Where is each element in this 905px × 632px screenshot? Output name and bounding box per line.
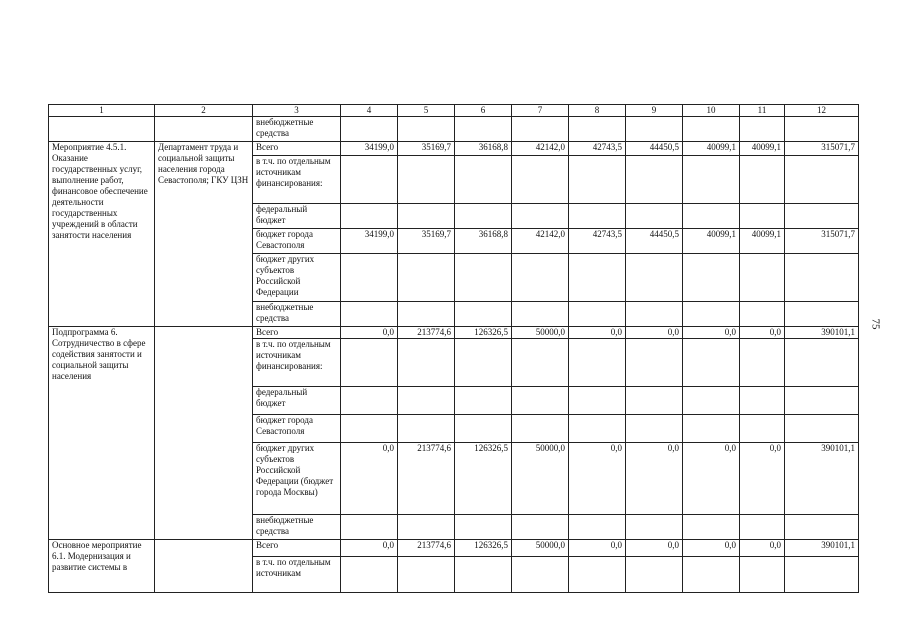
executor-cell	[155, 117, 253, 142]
value-cell: 34199,0	[341, 142, 398, 156]
value-cell	[569, 156, 626, 204]
value-cell	[785, 339, 859, 387]
value-cell	[785, 117, 859, 142]
value-cell: 44450,5	[626, 142, 683, 156]
value-cell	[341, 515, 398, 540]
header-row	[49, 105, 859, 117]
value-cell	[683, 339, 740, 387]
value-cell	[341, 156, 398, 204]
funding-source-cell: бюджет других субъектов Российской Федерации	[253, 254, 341, 302]
value-cell	[785, 254, 859, 302]
value-cell	[626, 515, 683, 540]
value-cell	[569, 415, 626, 443]
value-cell	[512, 515, 569, 540]
value-cell	[569, 204, 626, 229]
value-cell: 40099,1	[683, 229, 740, 254]
program-cell: Основное мероприятие 6.1. Модернизация и развитие системы в	[49, 540, 155, 593]
value-cell: 40099,1	[740, 142, 785, 156]
value-cell: 0,0	[569, 540, 626, 557]
value-cell	[626, 387, 683, 415]
value-cell	[341, 415, 398, 443]
value-cell	[398, 156, 455, 204]
funding-source-cell: Всего	[253, 327, 341, 339]
table-row	[49, 142, 859, 156]
value-cell	[512, 204, 569, 229]
value-cell	[740, 515, 785, 540]
value-cell	[740, 156, 785, 204]
column-header: 9	[626, 105, 683, 117]
value-cell: 0,0	[740, 540, 785, 557]
value-cell	[740, 557, 785, 593]
funding-source-cell: федеральный бюджет	[253, 204, 341, 229]
value-cell: 0,0	[683, 540, 740, 557]
value-cell: 126326,5	[455, 443, 512, 515]
value-cell	[398, 339, 455, 387]
value-cell	[341, 254, 398, 302]
value-cell: 213774,6	[398, 443, 455, 515]
value-cell	[512, 415, 569, 443]
value-cell	[569, 339, 626, 387]
funding-source-cell: внебюджетные средства	[253, 302, 341, 327]
value-cell: 0,0	[569, 443, 626, 515]
value-cell	[785, 515, 859, 540]
value-cell	[569, 557, 626, 593]
value-cell	[341, 302, 398, 327]
value-cell	[512, 387, 569, 415]
value-cell	[740, 117, 785, 142]
value-cell	[341, 204, 398, 229]
value-cell	[512, 254, 569, 302]
value-cell	[785, 156, 859, 204]
value-cell	[341, 387, 398, 415]
value-cell	[455, 117, 512, 142]
funding-source-cell: бюджет других субъектов Российской Федерации (бюджет города Москвы)	[253, 443, 341, 515]
value-cell: 0,0	[341, 540, 398, 557]
value-cell	[455, 156, 512, 204]
value-cell: 50000,0	[512, 443, 569, 515]
program-cell: Подпрограмма 6. Сотрудничество в сфере содействия занятости и социальной защиты населения	[49, 327, 155, 540]
value-cell	[683, 117, 740, 142]
value-cell	[683, 515, 740, 540]
value-cell	[341, 117, 398, 142]
budget-table-container	[48, 104, 859, 593]
value-cell	[569, 117, 626, 142]
value-cell	[569, 387, 626, 415]
value-cell	[569, 254, 626, 302]
value-cell	[398, 557, 455, 593]
value-cell	[398, 415, 455, 443]
funding-source-cell: бюджет города Севастополя	[253, 415, 341, 443]
value-cell: 50000,0	[512, 327, 569, 339]
value-cell: 0,0	[683, 327, 740, 339]
value-cell	[398, 302, 455, 327]
funding-source-cell: в т.ч. по отдельным источникам	[253, 557, 341, 593]
column-header: 11	[740, 105, 785, 117]
value-cell: 0,0	[569, 327, 626, 339]
value-cell	[398, 117, 455, 142]
value-cell	[455, 254, 512, 302]
column-header: 4	[341, 105, 398, 117]
value-cell	[626, 339, 683, 387]
executor-cell	[155, 327, 253, 540]
value-cell	[626, 117, 683, 142]
value-cell: 42142,0	[512, 229, 569, 254]
value-cell	[740, 387, 785, 415]
value-cell	[455, 387, 512, 415]
value-cell	[455, 557, 512, 593]
value-cell	[683, 254, 740, 302]
value-cell: 390101,1	[785, 327, 859, 339]
value-cell: 0,0	[740, 327, 785, 339]
value-cell	[683, 557, 740, 593]
value-cell	[740, 339, 785, 387]
value-cell	[512, 557, 569, 593]
value-cell	[455, 339, 512, 387]
table-row	[49, 117, 859, 142]
value-cell	[683, 387, 740, 415]
value-cell	[626, 302, 683, 327]
column-header: 6	[455, 105, 512, 117]
column-header: 7	[512, 105, 569, 117]
value-cell: 0,0	[740, 443, 785, 515]
value-cell	[512, 339, 569, 387]
value-cell: 34199,0	[341, 229, 398, 254]
table-row	[49, 540, 859, 557]
value-cell	[683, 415, 740, 443]
executor-cell: Департамент труда и социальной защиты населения города Севастополя; ГКУ ЦЗН	[155, 142, 253, 327]
value-cell: 36168,8	[455, 229, 512, 254]
value-cell	[341, 339, 398, 387]
value-cell	[785, 302, 859, 327]
value-cell	[398, 204, 455, 229]
value-cell: 0,0	[341, 443, 398, 515]
value-cell: 35169,7	[398, 229, 455, 254]
funding-source-cell: Всего	[253, 142, 341, 156]
value-cell	[455, 302, 512, 327]
value-cell: 0,0	[626, 327, 683, 339]
value-cell	[512, 302, 569, 327]
value-cell	[683, 156, 740, 204]
budget-table	[48, 104, 859, 593]
value-cell: 40099,1	[740, 229, 785, 254]
value-cell	[740, 415, 785, 443]
value-cell: 390101,1	[785, 540, 859, 557]
value-cell	[785, 557, 859, 593]
value-cell	[683, 302, 740, 327]
value-cell	[569, 302, 626, 327]
program-cell: Мероприятие 4.5.1. Оказание государственных услуг, выполнение работ, финансовое обеспечение деятельности государственных учреждений в области занятости населения	[49, 142, 155, 327]
value-cell	[455, 415, 512, 443]
funding-source-cell: Всего	[253, 540, 341, 557]
value-cell	[785, 387, 859, 415]
value-cell	[398, 254, 455, 302]
value-cell	[740, 204, 785, 229]
value-cell	[398, 387, 455, 415]
value-cell: 213774,6	[398, 540, 455, 557]
value-cell	[683, 204, 740, 229]
funding-source-cell: внебюджетные средства	[253, 117, 341, 142]
value-cell	[626, 204, 683, 229]
value-cell	[455, 204, 512, 229]
value-cell: 42142,0	[512, 142, 569, 156]
value-cell: 50000,0	[512, 540, 569, 557]
value-cell: 0,0	[626, 540, 683, 557]
value-cell	[398, 515, 455, 540]
value-cell	[626, 557, 683, 593]
column-header: 12	[785, 105, 859, 117]
table-row	[49, 327, 859, 339]
value-cell: 42743,5	[569, 229, 626, 254]
value-cell	[785, 415, 859, 443]
value-cell	[569, 515, 626, 540]
value-cell: 40099,1	[683, 142, 740, 156]
value-cell: 0,0	[626, 443, 683, 515]
value-cell: 390101,1	[785, 443, 859, 515]
value-cell	[512, 156, 569, 204]
value-cell	[455, 515, 512, 540]
value-cell	[341, 557, 398, 593]
value-cell	[626, 254, 683, 302]
value-cell: 44450,5	[626, 229, 683, 254]
value-cell: 36168,8	[455, 142, 512, 156]
value-cell	[740, 302, 785, 327]
value-cell: 0,0	[341, 327, 398, 339]
funding-source-cell: в т.ч. по отдельным источникам финансирования:	[253, 339, 341, 387]
value-cell: 126326,5	[455, 540, 512, 557]
column-header: 3	[253, 105, 341, 117]
value-cell	[785, 204, 859, 229]
funding-source-cell: в т.ч. по отдельным источникам финансирования:	[253, 156, 341, 204]
value-cell	[626, 415, 683, 443]
value-cell: 42743,5	[569, 142, 626, 156]
column-header: 1	[49, 105, 155, 117]
funding-source-cell: бюджет города Севастополя	[253, 229, 341, 254]
value-cell: 213774,6	[398, 327, 455, 339]
value-cell: 35169,7	[398, 142, 455, 156]
column-header: 10	[683, 105, 740, 117]
program-cell	[49, 117, 155, 142]
funding-source-cell: федеральный бюджет	[253, 387, 341, 415]
value-cell: 315071,7	[785, 229, 859, 254]
value-cell: 315071,7	[785, 142, 859, 156]
column-header: 8	[569, 105, 626, 117]
value-cell	[626, 156, 683, 204]
value-cell	[512, 117, 569, 142]
executor-cell	[155, 540, 253, 593]
funding-source-cell: внебюджетные средства	[253, 515, 341, 540]
page-number: 75	[869, 318, 882, 330]
value-cell	[740, 254, 785, 302]
value-cell: 0,0	[683, 443, 740, 515]
column-header: 5	[398, 105, 455, 117]
value-cell: 126326,5	[455, 327, 512, 339]
column-header: 2	[155, 105, 253, 117]
